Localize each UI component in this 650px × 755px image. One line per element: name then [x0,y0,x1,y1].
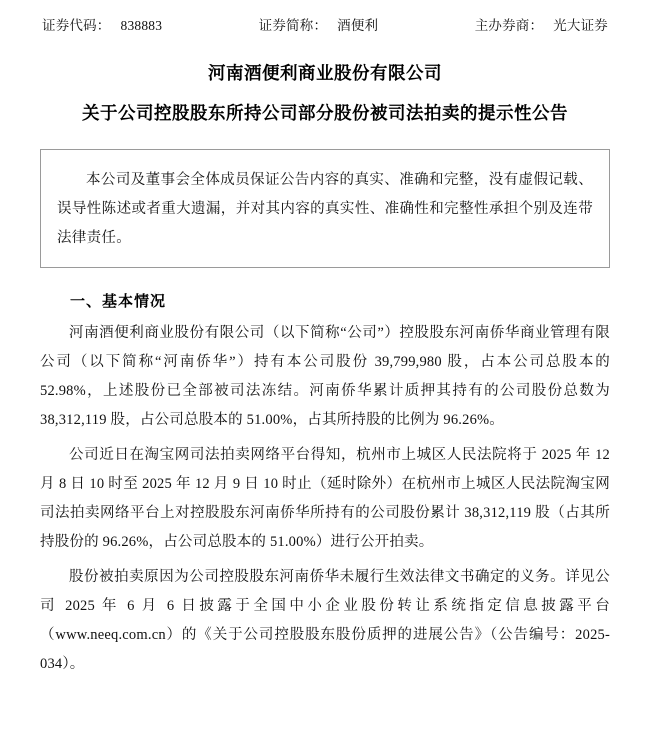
section-heading-basic-info: 一、基本情况 [70,293,167,310]
disclaimer-text: 本公司及董事会全体成员保证公告内容的真实、准确和完整，没有虚假记载、误导性陈述或者重大遗漏，并对其内容的真实性、准确性和完整性承担个别及连带法律责任。 [57,171,593,246]
header-field-security-name [259,14,379,34]
paragraph-auction-reason: 股份被拍卖原因为公司控股股东河南侨华未履行生效法律文书确定的义务。详见公司 2025 年 6 月 6 日披露于全国中小企业股份转让系统指定信息披露平台（www.neeq.com.cn）的《关于公司控股股东股份质押的进展公告》（公告编号：2025-034）。 [40,568,610,672]
security-code-label: 证券代码： [42,18,111,33]
announcement-title: 关于公司控股股东所持公司部分股份被司法拍卖的提示性公告 [82,103,568,124]
disclaimer-box [40,149,610,268]
paragraph-shareholding: 河南酒便利商业股份有限公司（以下简称“公司”）控股股东河南侨华商业管理有限公司（以下简称“河南侨华”）持有本公司股份 39,799,980 股，占本公司总股本的 52.98%，上述股份已全部被司法冻结。河南侨华累计质押其持有的公司股份总数为 38,312,119 股，占公司总股本的 51.00%，占其所持股的比例为 96.26%。 [40,324,610,428]
security-name-value: 酒便利 [337,18,379,33]
title-block [40,60,610,127]
security-code-value: 838883 [120,18,163,33]
company-title: 河南酒便利商业股份有限公司 [208,63,442,83]
header-field-sponsor-broker [475,14,608,34]
header-field-security-code [42,14,162,34]
paragraph-auction-notice: 公司近日在淘宝网司法拍卖网络平台得知，杭州市上城区人民法院将于 2025 年 12 月 8 日 10 时至 2025 年 12 月 9 日 10 时止（延时除外）在杭州市上城区人民法院淘宝网司法拍卖网络平台上对控股股东河南侨华所持有的公司股份累计 38,312,119 股（占其所持股份的 96.26%，占公司总股本的 51.00%）进行公开拍卖。 [40,446,610,550]
security-name-label: 证券简称： [258,18,328,33]
document-header [40,12,610,34]
sponsor-broker-value: 光大证券 [553,18,608,33]
sponsor-broker-label: 主办券商： [474,18,544,33]
